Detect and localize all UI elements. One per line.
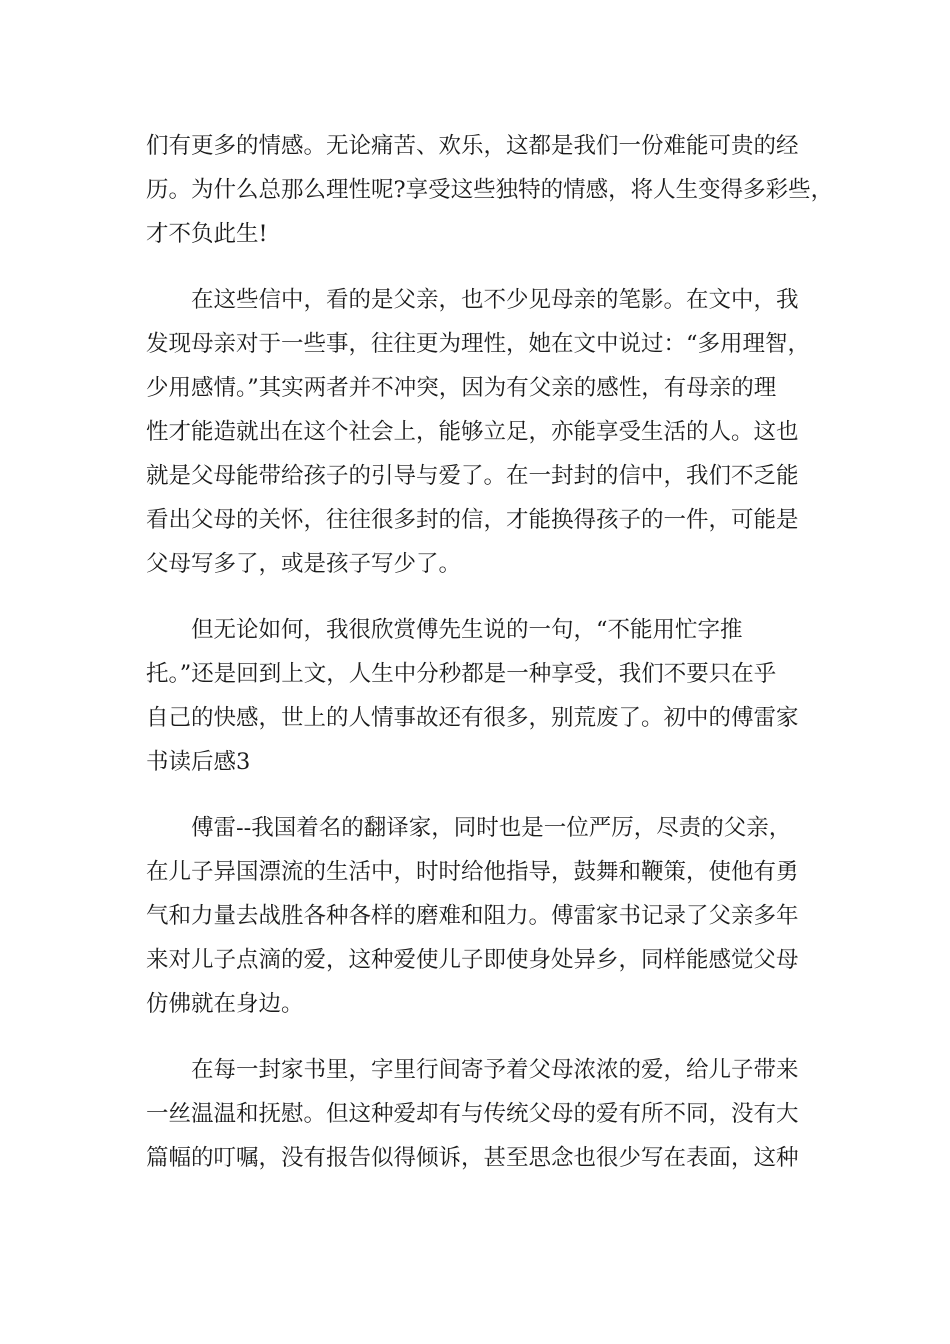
text-line: 自己的快感，世上的人情事故还有很多，别荒废了。初中的傅雷家 (146, 705, 799, 731)
text-line: 篇幅的叮嘱，没有报告似得倾诉，甚至思念也很少写在表面，这种 (146, 1145, 799, 1171)
text-line: 就是父母能带给孩子的引导与爱了。在一封封的信中，我们不乏能 (146, 463, 799, 489)
text-line: 一丝温温和抚慰。但这种爱却有与传统父母的爱有所不同，没有大 (146, 1101, 799, 1127)
text-line: 托。”还是回到上文，人生中分秒都是一种享受，我们不要只在乎 (146, 661, 777, 687)
text-line: 性才能造就出在这个社会上，能够立足，亦能享受生活的人。这也 (146, 419, 799, 445)
text-line: 父母写多了，或是孩子写少了。 (146, 551, 462, 577)
text-line: 少用感情。”其实两者并不冲突，因为有父亲的感性，有母亲的理 (146, 375, 777, 401)
text-line: 们有更多的情感。无论痛苦、欢乐，这都是我们一份难能可贵的经 (146, 133, 799, 159)
text-line: 仿佛就在身边。 (146, 991, 304, 1017)
text-line: 历。为什么总那么理性呢?享受这些独特的情感，将人生变得多彩些， (146, 177, 834, 203)
paragraph-first-line: 在这些信中，看的是父亲，也不少见母亲的笔影。在文中，我 (191, 287, 799, 313)
text-line: 看出父母的关怀，往往很多封的信，才能换得孩子的一件，可能是 (146, 507, 799, 533)
text-line: 书读后感3 (146, 749, 251, 775)
text-line: 气和力量去战胜各种各样的磨难和阻力。傅雷家书记录了父亲多年 (146, 903, 799, 929)
paragraph-first-line: 在每一封家书里，字里行间寄予着父母浓浓的爱，给儿子带来 (191, 1057, 799, 1083)
paragraph-first-line: 但无论如何，我很欣赏傅先生说的一句，“不能用忙字推 (191, 617, 743, 643)
paragraph-first-line: 傅雷--我国着名的翻译家，同时也是一位严厉，尽责的父亲， (191, 815, 792, 841)
text-line: 来对儿子点滴的爱，这种爱使儿子即使身处异乡，同样能感觉父母 (146, 947, 799, 973)
text-line: 才不负此生! (146, 221, 268, 247)
text-line: 在儿子异国漂流的生活中，时时给他指导，鼓舞和鞭策，使他有勇 (146, 859, 799, 885)
text-line: 发现母亲对于一些事，往往更为理性，她在文中说过：“多用理智， (146, 331, 811, 357)
